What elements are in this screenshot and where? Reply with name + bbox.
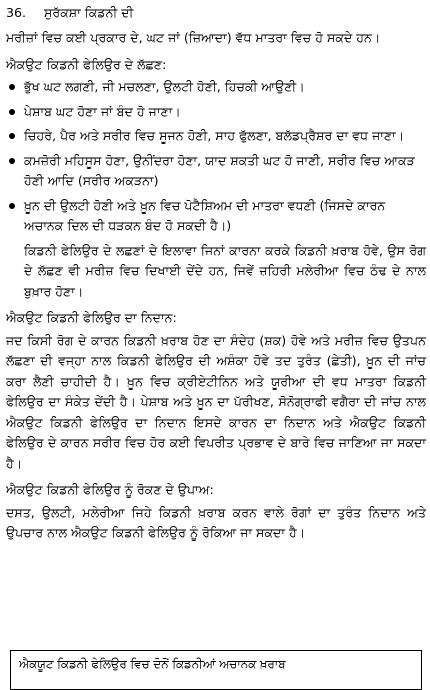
symptom-item	[6, 151, 426, 192]
page-title: ਸੁਰੱਕਸ਼ਾ ਕਿਡਨੀ ਦੀ	[44, 5, 134, 20]
bullet-icon	[9, 203, 15, 209]
bullet-icon	[9, 133, 15, 139]
prevention-heading: ਐਕਉਟ ਕਿਡਨੀ ਫੇਲਿਉਰ ਨੂੰ ਰੋਕਣ ਦੇ ਉਪਾਅ:	[6, 482, 214, 497]
symptom-item	[6, 126, 426, 147]
symptoms-note: ਕਿਡਨੀ ਫੇਲਿਉਰ ਦੇ ਲਛਣਾਂ ਦੇ ਇਲਾਵਾ ਜਿਨਾਂ ਕਾਰਨਾ ਕਰਕੇ ਕਿਡਨੀ ਖ਼ਰਾਬ ਹੋਵੇ, ਉਸ ਰੋਗ ਦੇ ਲੱਛਣ ਵੀ ਮਰੀਜ਼ ਵਿਚ ਦਿਖਾਈ ਦੇਂਦੇ ਹਨ, ਜਿਵੇਂ ਜ਼ਹਿਰੀ ਮਲੇਰੀਆ ਵਿਚ ਠੰਢ ਦੇ ਨਾਲ ਬੁਖ਼ਾਰ ਹੋਣਾ।	[24, 242, 426, 299]
symptom-item	[6, 196, 426, 237]
highlight-box	[10, 650, 422, 690]
bullet-icon	[9, 109, 15, 115]
symptom-text: ਖ਼ੂਨ ਦੀ ਉਲਟੀ ਹੋਣੀ ਅਤੇ ਖ਼ੂਨ ਵਿਚ ਪੋਟੈਸ਼ਿਅਮ ਦੀ ਮਾਤਰਾ ਵਧਣੀ (ਜਿਸਦੇ ਕਾਰਨ ਅਚਾਨਕ ਦਿਲ ਦੀ ਧੜਕਨ ਬੰਦ ਹੋ ਸਕਦੀ ਹੈ।)	[24, 197, 386, 233]
symptom-text: ਪੇਸ਼ਾਬ ਘਟ ਹੋਣਾ ਜਾਂ ਬੰਦ ਹੋ ਜਾਣਾ।	[24, 103, 181, 119]
page-number: 36.	[6, 5, 27, 20]
diagnosis-heading: ਐਕਉਟ ਕਿਡਨੀ ਫੇਲਿਉਰ ਦਾ ਨਿਦਾਨ:	[6, 310, 177, 325]
diagnosis-paragraph: ਜਦ ਕਿਸੀ ਰੋਗ ਦੇ ਕਾਰਨ ਕਿਡਨੀ ਖ਼ਰਾਬ ਹੋਣ ਦਾ ਸੰਦੇਹ (ਸ਼ਕ) ਹੋਵੇ ਅਤੇ ਮਰੀਜ਼ ਵਿਚ ਉਤਪਨ ਲੱਛਣਾ ਦੀ ਵਜ੍ਹਾ ਨਾਲ ਕਿਡਨੀ ਫੇਲਿਉਰ ਦੀ ਅਸ਼ੰਕਾ ਹੋਵੇ ਤਦ ਤੁਰੰਤ (ਛੇਤੀ), ਖ਼ੂਨ ਦੀ ਜਾਂਚ ਕਰਾ ਲੈਣੀ ਚਾਹੀਦੀ ਹੈ। ਖ਼ੂਨ ਵਿਚ ਕ੍ਰੀਏਟੀਨਿਨ ਅਤੇ ਯੂਰੀਆ ਦੀ ਵਧ ਮਾਤਰਾ ਕਿਡਨੀ ਫੇਲਿਉਰ ਦਾ ਸੰਕੇਤ ਦੇਂਦੀ ਹੈ। ਪੇਸ਼ਾਬ ਅਤੇ ਖ਼ੂਨ ਦਾ ਪੱਰੀਖਣ, ਸੋਨੋਗ੍ਰਾਫੀ ਵਗੈਰਾ ਦੀ ਜਾਂਚ ਨਾਲ ਐਕਉਟ ਕਿਡਨੀ ਫੇਲਿਉਰ ਦਾ ਨਿਦਾਨ ਇਸਦੇ ਕਾਰਨ ਦਾ ਨਿਦਾਨ ਅਤੇ ਐਕਉਟ ਕਿਡਨੀ ਫੇਲਿਉਰ ਦੇ ਕਾਰਨ ਸਰੀਰ ਵਿਚ ਹੋਰ ਕਈ ਵਿਪਰੀਤ ਪ੍ਰਭਾਵ ਦੇ ਬਾਰੇ ਵਿਚ ਜਾਣਿਆ ਜਾ ਸਕਦਾ ਹੈ।	[6, 332, 426, 471]
symptom-item	[6, 102, 426, 123]
symptom-item	[6, 77, 426, 98]
symptom-text: ਭੁੱਖ ਘਟ ਲਗਣੀ, ਜੀ ਮਚਲਣਾ, ਉਲਟੀ ਹੋਣੀ, ਹਿਚਕੀ ਆਉਣੀ।	[24, 79, 305, 94]
bullet-icon	[9, 158, 15, 164]
prevention-paragraph: ਦਸਤ, ਉਲਟੀ, ਮਲੇਰੀਆ ਜਿਹੇ ਕਿਡਨੀ ਖ਼ਰਾਬ ਕਰਨ ਵਾਲੇ ਰੋਗਾਂ ਦਾ ਤੁਰੰਤ ਨਿਦਾਨ ਅਤੇ ਉਪਚਾਰ ਨਾਲ ਐਕਉਟ ਕਿਡਨੀ ਫੇਲਿਉਰ ਨੂੰ ਰੋਕਿਆ ਜਾ ਸਕਦਾ ਹੈ।	[6, 504, 426, 540]
symptoms-heading: ਐਕਉਟ ਕਿਡਨੀ ਫੇਲਿਉਰ ਦੇ ਲੱਛਣ:	[6, 56, 167, 72]
symptoms-list	[6, 77, 426, 237]
intro-paragraph: ਮਰੀਜ਼ਾਂ ਵਿਚ ਕਈ ਪ੍ਰਕਾਰ ਦੇ, ਘਟ ਜਾਂ (ਜ਼ਿਆਦਾ) ਵੱਧ ਮਾਤਰਾ ਵਿਚ ਹੋ ਸਕਦੇ ਹਨ।	[6, 30, 381, 45]
page-header	[6, 2, 426, 24]
bullet-icon	[9, 84, 15, 90]
symptom-text: ਕਮਜ਼ੋਰੀ ਮਹਿਸੂਸ ਹੋਣਾ, ਉਨੀਂਦਰਾ ਹੋਣਾ, ਯਾਦ ਸ਼ਕਤੀ ਘਟ ਹੋ ਜਾਣੀ, ਸਰੀਰ ਵਿਚ ਆਕੜ ਹੋਣੀ ਆਦਿ (ਸਰੀਰ ਅਕੜਨਾ)	[24, 152, 415, 188]
symptom-text: ਚਿਹਰੇ, ਪੈਰ ਅਤੇ ਸਰੀਰ ਵਿਚ ਸੂਜਨ ਹੋਣੀ, ਸਾਹ ਫੁੱਲਣਾ, ਬਲੱਡਪ੍ਰੈਸ਼ਰ ਦਾ ਵਧ ਜਾਣਾ।	[24, 128, 405, 143]
highlight-box-text: ਐਕਯੂਟ ਕਿਡਨੀ ਫੇਲਿਉਰ ਵਿਚ ਦੋਨੋਂ ਕਿਡਨੀਆਂ ਅਚਾਨਕ ਖ਼ਰਾਬ	[19, 657, 286, 671]
